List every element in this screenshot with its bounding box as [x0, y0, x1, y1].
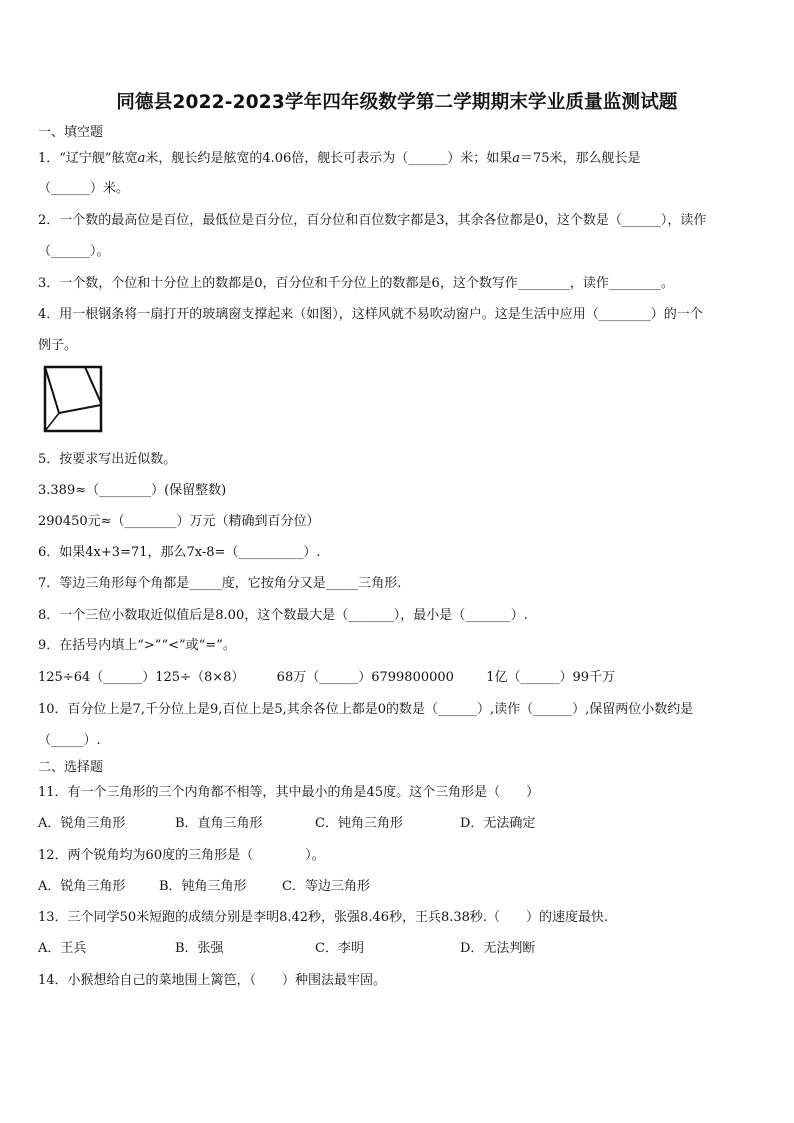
question-5-part-b: 290450元≈（________）万元（精确到百分位） [38, 514, 320, 529]
question-4-line-1: 4．用一根钢条将一扇打开的玻璃窗支撑起来（如图），这样风就不易吹动窗户。这是生活中应用（________）的一个 [38, 307, 703, 322]
question-12-options [38, 875, 370, 894]
option-a: A．王兵 [38, 941, 87, 956]
question-13-prompt: 13．三个同学50米短跑的成绩分别是李明8.42秒，张强8.46秒，王兵8.38秒.（ ）的速度最快. [38, 910, 609, 925]
question-10-line-1: 10．百分位上是7,千分位上是9,百位上是5,其余各位上都是0的数是（______）,读作（______）,保留两位小数约是 [38, 702, 694, 717]
question-5-part-a: 3.389≈（________）(保留整数) [38, 483, 227, 498]
question-3: 3．一个数，个位和十分位上的数都是0，百分位和千分位上的数都是6，这个数写作________，读作________。 [38, 276, 674, 291]
option-b: B．钝角三角形 [159, 879, 247, 894]
question-5-prompt: 5．按要求写出近似数。 [38, 452, 177, 467]
option-c: C．钝角三角形 [315, 816, 403, 831]
question-2-line-1: 2．一个数的最高位是百位，最低位是百分位，百分位和百位数字都是3，其余各位都是0，这个数是（______），读作 [38, 213, 707, 228]
section-heading-fill-blank: 一、填空题 [38, 125, 104, 140]
question-2-line-2: （______）。 [38, 244, 110, 259]
option-d: D．无法确定 [460, 816, 536, 831]
page-title: 同德县2022-2023学年四年级数学第二学期期末学业质量监测试题 [116, 92, 678, 113]
question-9-item: 1亿（______）99千万 [486, 670, 616, 685]
question-9-prompt: 9．在括号内填上“>”“<”或“=”。 [38, 638, 236, 653]
question-10-line-2: （_____）. [38, 733, 101, 748]
question-9-items [38, 666, 615, 685]
option-b: B．张强 [175, 941, 224, 956]
question-4-line-2: 例子。 [38, 338, 78, 353]
question-14-prompt: 14．小猴想给自己的菜地围上篱笆，（ ）种围法最牢固。 [38, 973, 387, 988]
window-support-figure [43, 363, 105, 433]
question-1-line-1: 1．“辽宁舰”舷宽𝑎米，舰长约是舷宽的4.06倍，舰长可表示为（______）米；如果𝑎＝75米，那么舰长是 [38, 151, 641, 166]
option-c: C．等边三角形 [282, 879, 370, 894]
question-11-options [38, 812, 535, 831]
question-9-item: 68万（______）6799800000 [276, 670, 454, 685]
question-1-line-2: （______）米。 [38, 181, 130, 196]
option-d: D．无法判断 [460, 941, 536, 956]
question-9-item: 125÷64（______）125÷（8×8） [38, 670, 245, 685]
question-8: 8．一个三位小数取近似值后是8.00，这个数最大是（_______），最小是（_______）. [38, 608, 528, 623]
question-13-options [38, 937, 535, 956]
option-a: A．锐角三角形 [38, 879, 126, 894]
section-heading-multiple-choice: 二、选择题 [38, 760, 104, 775]
question-6: 6．如果4x+3=71，那么7x-8=（__________）. [38, 545, 321, 560]
question-11-prompt: 11．有一个三角形的三个内角都不相等，其中最小的角是45度。这个三角形是（ ） [38, 785, 540, 800]
option-b: B．直角三角形 [175, 816, 263, 831]
option-c: C．李明 [315, 941, 364, 956]
question-12-prompt: 12．两个锐角均为60度的三角形是（ ）。 [38, 848, 325, 863]
option-a: A．锐角三角形 [38, 816, 126, 831]
question-7: 7．等边三角形每个角都是_____度，它按角分又是_____三角形. [38, 576, 402, 591]
